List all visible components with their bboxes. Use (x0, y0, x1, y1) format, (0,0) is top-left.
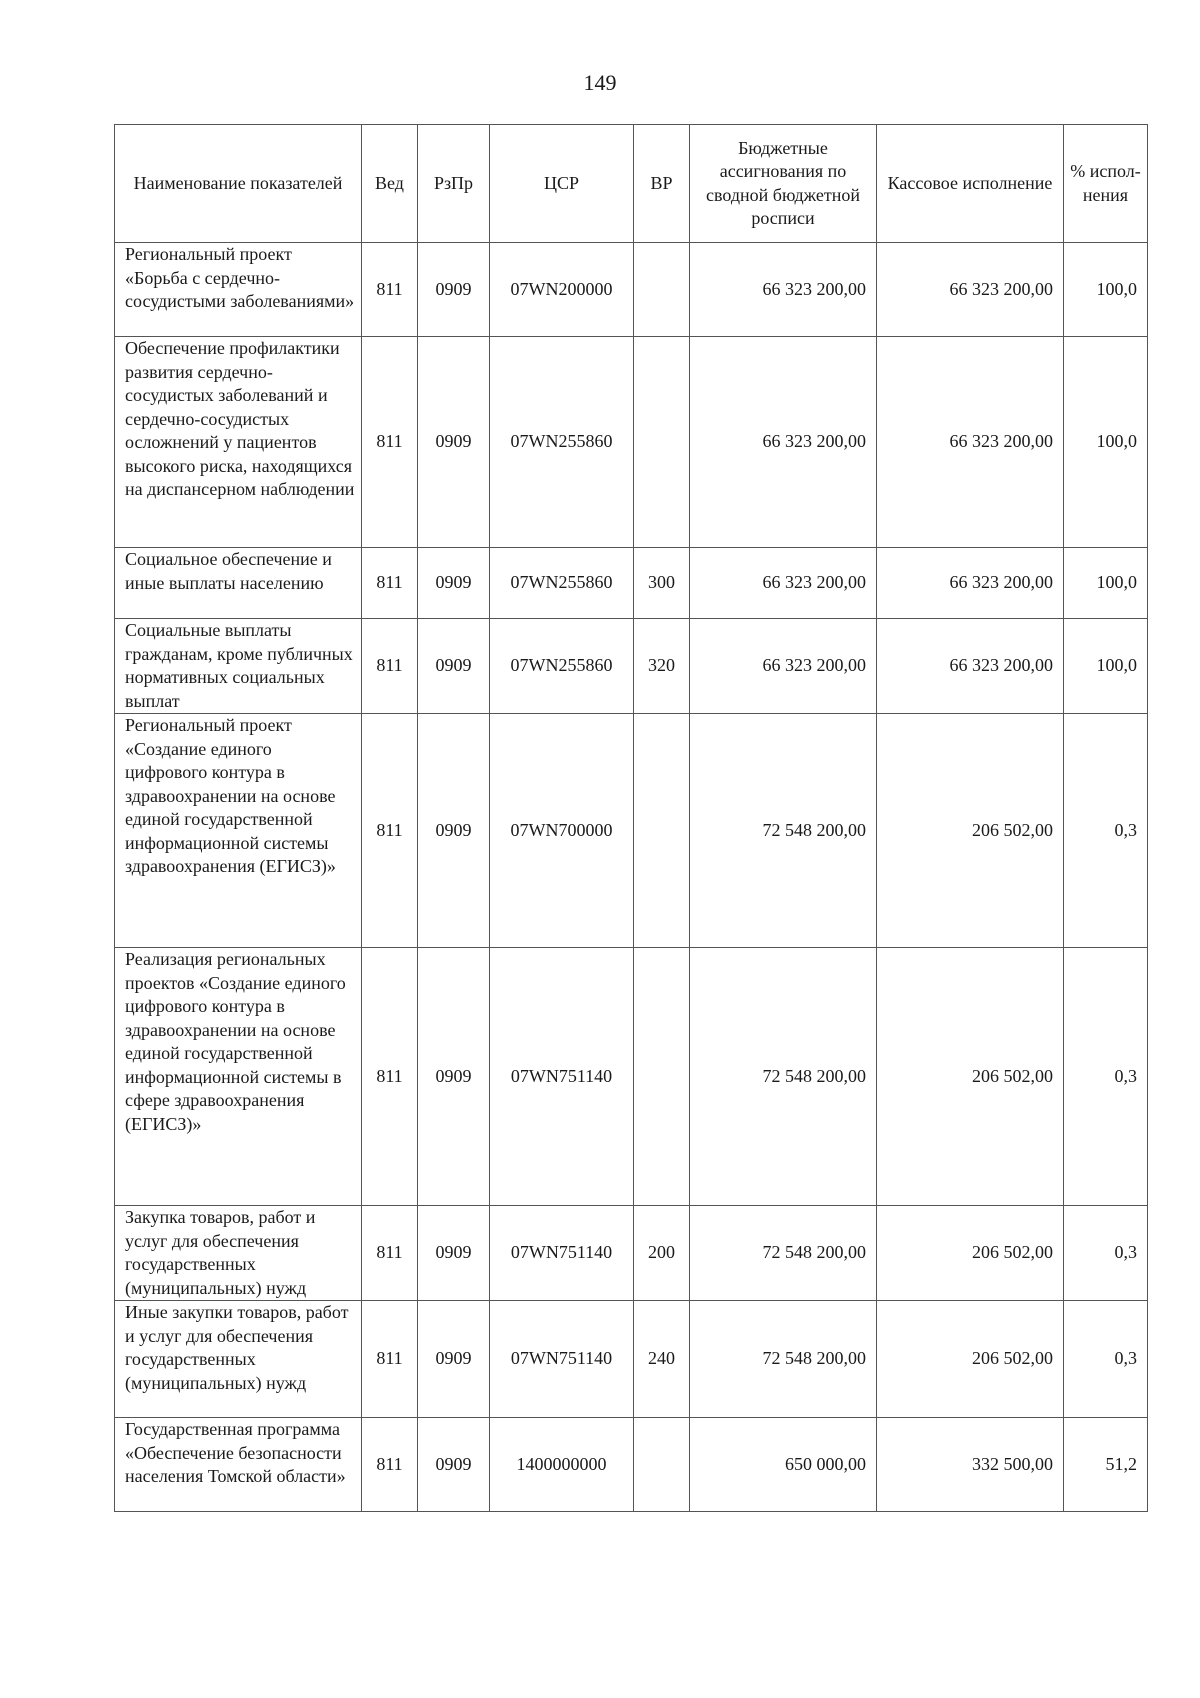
row-budget: 72 548 200,00 (690, 1301, 877, 1418)
row-rzpr: 0909 (418, 1418, 490, 1512)
table-row (115, 1418, 1148, 1512)
header-name: Наименование показателей (115, 125, 362, 243)
row-name: Государственная программа «Обеспечение безопасности населения Томской области» (115, 1418, 362, 1512)
row-ved: 811 (362, 948, 418, 1206)
table-row (115, 619, 1148, 714)
row-name: Социальные выплаты гражданам, кроме публичных нормативных социальных выплат (115, 619, 362, 714)
row-budget: 66 323 200,00 (690, 619, 877, 714)
row-rzpr: 0909 (418, 243, 490, 337)
row-cash: 66 323 200,00 (877, 548, 1064, 619)
budget-execution-table (114, 124, 1148, 1512)
row-rzpr: 0909 (418, 1301, 490, 1418)
row-vr (634, 243, 690, 337)
row-vr (634, 337, 690, 548)
table-row (115, 337, 1148, 548)
row-cash: 66 323 200,00 (877, 619, 1064, 714)
row-ved: 811 (362, 619, 418, 714)
row-csr: 1400000000 (490, 1418, 634, 1512)
header-csr: ЦСР (490, 125, 634, 243)
row-ved: 811 (362, 714, 418, 948)
row-name: Иные закупки товаров, работ и услуг для обеспечения государственных (муниципальных) нужд (115, 1301, 362, 1418)
row-cash: 206 502,00 (877, 1206, 1064, 1301)
row-vr (634, 714, 690, 948)
row-rzpr: 0909 (418, 619, 490, 714)
row-percent: 100,0 (1064, 548, 1148, 619)
row-csr: 07WN700000 (490, 714, 634, 948)
table-header-row (115, 125, 1148, 243)
row-csr: 07WN255860 (490, 619, 634, 714)
page-number: 149 (583, 70, 617, 95)
row-cash: 66 323 200,00 (877, 243, 1064, 337)
table-row (115, 243, 1148, 337)
table-row (115, 548, 1148, 619)
header-rzpr: РзПр (418, 125, 490, 243)
row-ved: 811 (362, 1206, 418, 1301)
row-cash: 206 502,00 (877, 948, 1064, 1206)
row-name: Региональный проект «Борьба с сердечно-сосудистыми заболеваниями» (115, 243, 362, 337)
table-row (115, 948, 1148, 1206)
row-percent: 51,2 (1064, 1418, 1148, 1512)
row-cash: 206 502,00 (877, 1301, 1064, 1418)
row-percent: 100,0 (1064, 619, 1148, 714)
row-csr: 07WN751140 (490, 948, 634, 1206)
row-vr: 320 (634, 619, 690, 714)
row-percent: 100,0 (1064, 243, 1148, 337)
row-vr (634, 1418, 690, 1512)
row-rzpr: 0909 (418, 548, 490, 619)
row-ved: 811 (362, 243, 418, 337)
row-percent: 0,3 (1064, 1206, 1148, 1301)
row-budget: 66 323 200,00 (690, 337, 877, 548)
row-rzpr: 0909 (418, 948, 490, 1206)
row-budget: 72 548 200,00 (690, 948, 877, 1206)
header-ved: Вед (362, 125, 418, 243)
row-name: Обеспечение профилактики развития сердечно-сосудистых заболеваний и сердечно-сосудистых осложнений у пациентов высокого риска, находящихся на диспансерном наблюдении (115, 337, 362, 548)
row-csr: 07WN751140 (490, 1206, 634, 1301)
header-vr: ВР (634, 125, 690, 243)
row-vr (634, 948, 690, 1206)
row-ved: 811 (362, 1301, 418, 1418)
row-percent: 0,3 (1064, 1301, 1148, 1418)
row-ved: 811 (362, 1418, 418, 1512)
row-cash: 332 500,00 (877, 1418, 1064, 1512)
row-vr: 240 (634, 1301, 690, 1418)
row-vr: 200 (634, 1206, 690, 1301)
table-row (115, 714, 1148, 948)
row-percent: 100,0 (1064, 337, 1148, 548)
row-csr: 07WN200000 (490, 243, 634, 337)
row-csr: 07WN255860 (490, 548, 634, 619)
row-percent: 0,3 (1064, 714, 1148, 948)
row-csr: 07WN751140 (490, 1301, 634, 1418)
row-budget: 66 323 200,00 (690, 243, 877, 337)
row-percent: 0,3 (1064, 948, 1148, 1206)
row-name: Региональный проект «Создание единого цифрового контура в здравоохранении на основе единой государственной информационной системы здравоохранения (ЕГИСЗ)» (115, 714, 362, 948)
row-rzpr: 0909 (418, 714, 490, 948)
table-row (115, 1206, 1148, 1301)
row-csr: 07WN255860 (490, 337, 634, 548)
row-budget: 650 000,00 (690, 1418, 877, 1512)
row-cash: 66 323 200,00 (877, 337, 1064, 548)
row-name: Социальное обеспечение и иные выплаты населению (115, 548, 362, 619)
header-percent: % испол-нения (1064, 125, 1148, 243)
row-budget: 66 323 200,00 (690, 548, 877, 619)
row-ved: 811 (362, 337, 418, 548)
row-budget: 72 548 200,00 (690, 1206, 877, 1301)
row-name: Реализация региональных проектов «Создание единого цифрового контура в здравоохранении на основе единой государственной информационной системы в сфере здравоохранения (ЕГИСЗ)» (115, 948, 362, 1206)
header-cash: Кассовое исполнение (877, 125, 1064, 243)
header-budget: Бюджетные ассигнования по сводной бюджетной росписи (690, 125, 877, 243)
table-row (115, 1301, 1148, 1418)
row-rzpr: 0909 (418, 337, 490, 548)
row-name: Закупка товаров, работ и услуг для обеспечения государственных (муниципальных) нужд (115, 1206, 362, 1301)
row-ved: 811 (362, 548, 418, 619)
row-vr: 300 (634, 548, 690, 619)
row-rzpr: 0909 (418, 1206, 490, 1301)
row-cash: 206 502,00 (877, 714, 1064, 948)
row-budget: 72 548 200,00 (690, 714, 877, 948)
